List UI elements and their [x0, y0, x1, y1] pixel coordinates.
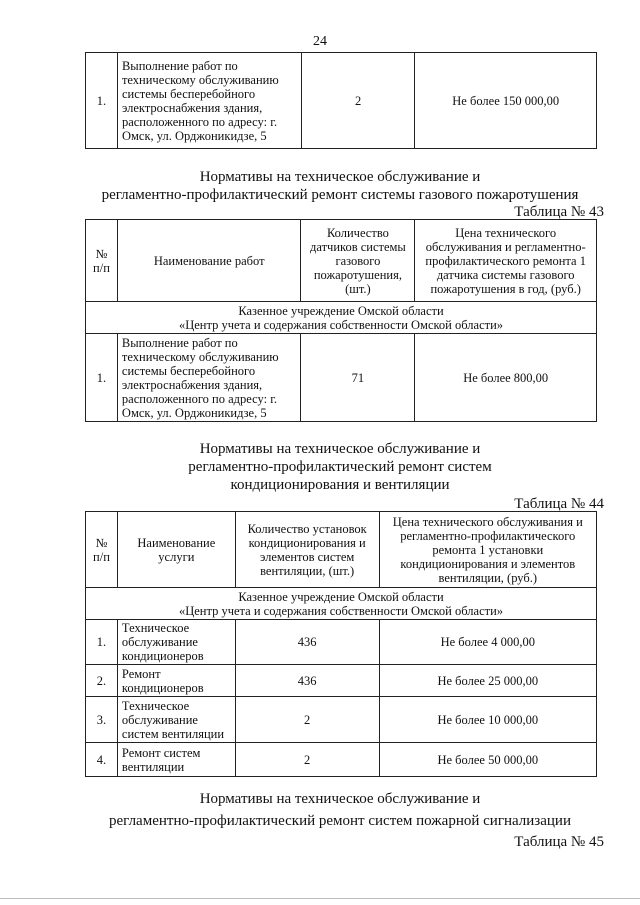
table-43: [85, 219, 597, 422]
table-45-label: Таблица № 45: [514, 834, 604, 850]
quantity: 436: [235, 620, 379, 665]
header-num: № п/п: [86, 512, 118, 588]
page-number: 24: [313, 34, 327, 49]
header-qty: Количество установок кондиционирования и элементов систем вентиляции, (шт.): [235, 512, 379, 588]
org-row: [86, 588, 597, 620]
heading-line: Нормативы на техническое обслуживание и: [199, 791, 481, 807]
header-name: Наименование работ: [117, 220, 301, 302]
header-name: Наименование услуги: [117, 512, 235, 588]
row-number: 3.: [86, 697, 118, 743]
org-line: Казенное учреждение Омской области: [238, 589, 444, 604]
org-row: [86, 302, 597, 334]
table-43-label: Таблица № 43: [514, 204, 604, 220]
quantity: 2: [235, 697, 379, 743]
work-name: Выполнение работ по техническому обслуживанию системы бесперебойного электроснабжения здания, расположенного по адресу: г. Омск, ул. Орджоникидзе, 5: [117, 53, 301, 149]
quantity: 2: [301, 53, 415, 149]
table-44-label: Таблица № 44: [514, 496, 604, 512]
table-42-continuation: [85, 52, 597, 149]
table-row: [86, 665, 597, 697]
heading-line: регламентно-профилактический ремонт систем: [188, 459, 492, 475]
section-45-heading: [60, 790, 620, 830]
org-name: [86, 588, 597, 620]
org-line: «Центр учета и содержания собственности Омской области»: [178, 603, 504, 618]
row-number: 1.: [86, 53, 118, 149]
price: Не более 4 000,00: [379, 620, 596, 665]
quantity: 2: [235, 743, 379, 777]
org-line: «Центр учета и содержания собственности Омской области»: [178, 317, 504, 332]
scan-edge-line: [0, 898, 640, 899]
price: Не более 150 000,00: [415, 53, 597, 149]
quantity: 71: [301, 334, 415, 422]
price: Не более 10 000,00: [379, 697, 596, 743]
heading-line: регламентно-профилактический ремонт систем пожарной сигнализации: [109, 813, 571, 829]
price: Не более 800,00: [415, 334, 597, 422]
header-price: Цена технического обслуживания и регламентно-профилактического ремонта 1 установки кондиционирования и элементов вентиляции, (руб.): [379, 512, 596, 588]
header-qty: Количество датчиков системы газового пожаротушения, (шт.): [301, 220, 415, 302]
table-row: [86, 620, 597, 665]
service-name: Техническое обслуживание систем вентиляции: [117, 697, 235, 743]
heading-line: регламентно-профилактический ремонт системы газового пожаротушения: [101, 187, 579, 203]
service-name: Ремонт систем вентиляции: [117, 743, 235, 777]
table-header-row: [86, 220, 597, 302]
row-number: 4.: [86, 743, 118, 777]
table-row: [86, 697, 597, 743]
header-num: № п/п: [86, 220, 118, 302]
header-price: Цена технического обслуживания и регламентно-профилактического ремонта 1 датчика системы газового пожаротушения в год, (руб.): [415, 220, 597, 302]
table-row: [86, 334, 597, 422]
service-name: Техническое обслуживание кондиционеров: [117, 620, 235, 665]
price: Не более 25 000,00: [379, 665, 596, 697]
row-number: 2.: [86, 665, 118, 697]
table-row: [86, 743, 597, 777]
work-name: Выполнение работ по техническому обслуживанию системы бесперебойного электроснабжения здания, расположенного по адресу: г. Омск, ул. Орджоникидзе, 5: [117, 334, 301, 422]
heading-line: кондиционирования и вентиляции: [230, 477, 450, 493]
row-number: 1.: [86, 334, 118, 422]
service-name: Ремонт кондиционеров: [117, 665, 235, 697]
heading-line: Нормативы на техническое обслуживание и: [199, 441, 481, 457]
org-line: Казенное учреждение Омской области: [238, 303, 444, 318]
table-row: [86, 53, 597, 149]
section-44-heading: [60, 440, 620, 494]
row-number: 1.: [86, 620, 118, 665]
table-44: [85, 511, 597, 777]
price: Не более 50 000,00: [379, 743, 596, 777]
section-43-heading: [60, 168, 620, 204]
org-name: [86, 302, 597, 334]
table-header-row: [86, 512, 597, 588]
heading-line: Нормативы на техническое обслуживание и: [199, 169, 481, 185]
quantity: 436: [235, 665, 379, 697]
